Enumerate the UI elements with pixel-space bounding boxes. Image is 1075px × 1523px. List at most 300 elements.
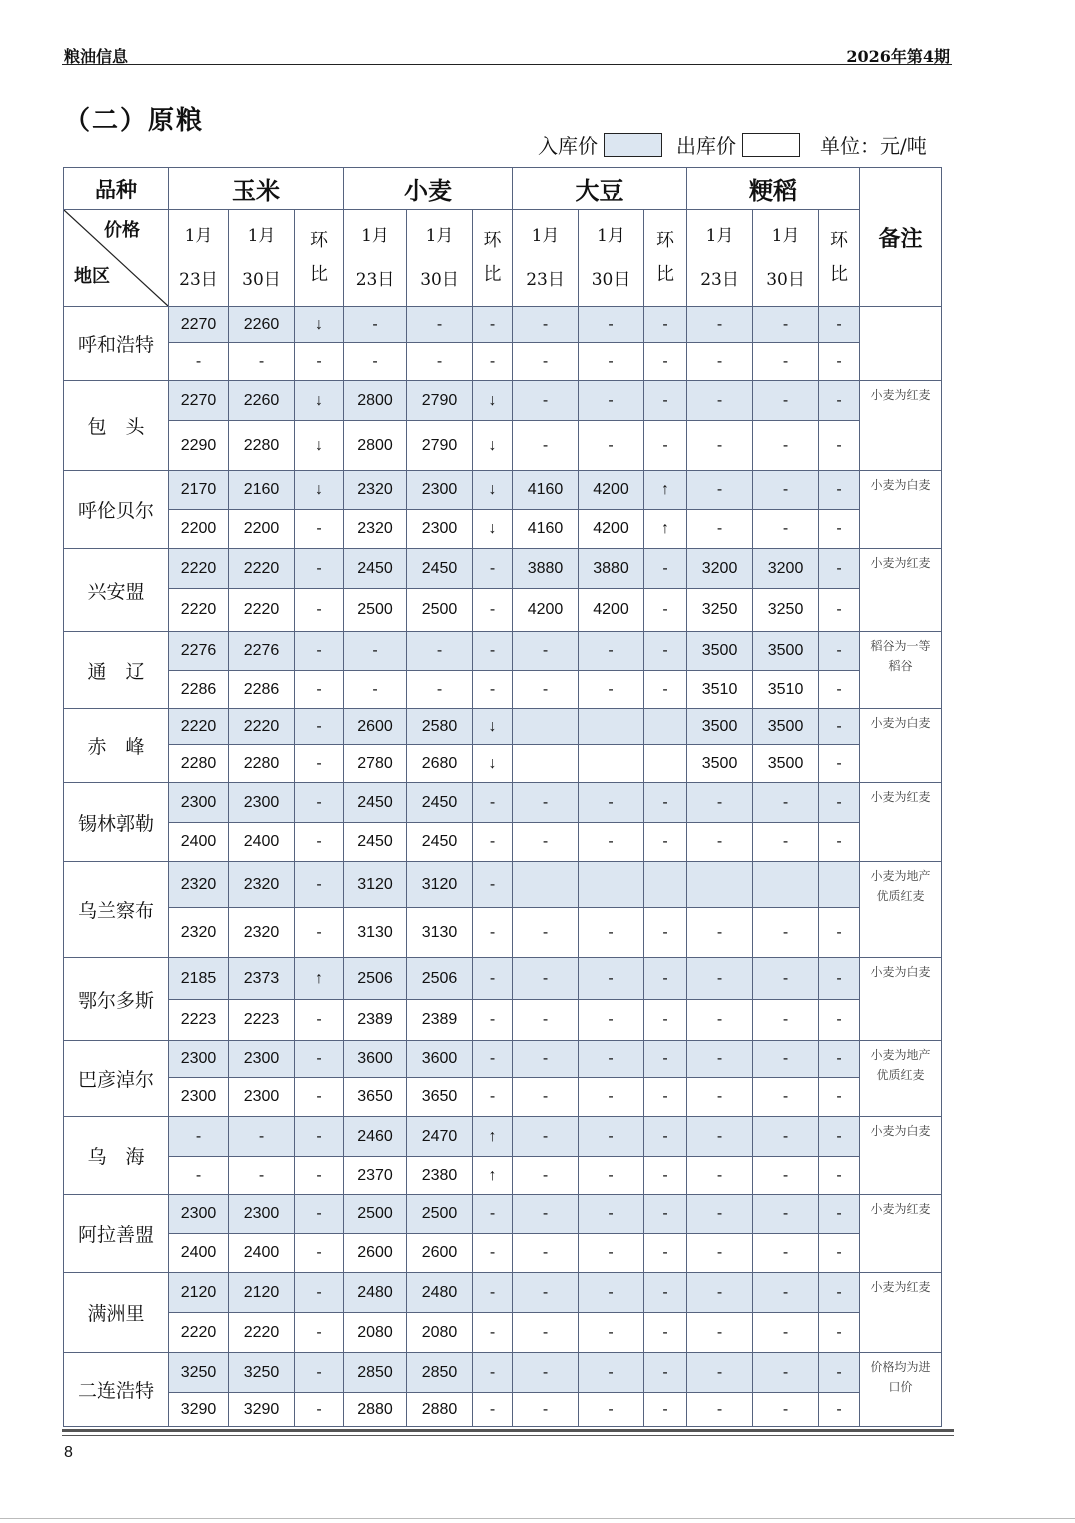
date-header-row (64, 210, 942, 307)
legend-in-label: 入库价 (538, 134, 598, 158)
price-cell: - (753, 1117, 819, 1157)
price-cell: - (687, 471, 753, 510)
change-cell: - (819, 908, 860, 958)
price-cell: - (687, 1117, 753, 1157)
price-cell: 2080 (407, 1313, 473, 1353)
change-cell: - (295, 1195, 344, 1234)
change-cell: - (819, 1000, 860, 1041)
table-row-out (64, 823, 942, 862)
price-cell: 2450 (407, 549, 473, 589)
change-cell: - (473, 1313, 513, 1353)
price-cell: - (753, 908, 819, 958)
price-cell: - (407, 671, 473, 709)
price-cell: - (513, 1195, 579, 1234)
date-month: 1月 (425, 226, 454, 246)
change-cell: - (473, 1353, 513, 1393)
price-cell: 2500 (407, 1195, 473, 1234)
change-cell: - (644, 1195, 687, 1234)
change-cell: - (819, 632, 860, 671)
change-header-char: 环 (483, 230, 502, 251)
date-header-date2 (753, 210, 819, 307)
region-name: 阿拉善盟 (64, 1195, 169, 1273)
page-edge-line (0, 1518, 1075, 1519)
price-cell: 2223 (169, 1000, 229, 1041)
change-cell: - (295, 1041, 344, 1078)
price-cell: - (753, 823, 819, 862)
date-month: 1月 (597, 226, 625, 246)
price-cell: 2290 (169, 421, 229, 471)
table-row-in (64, 307, 942, 343)
change-cell: - (644, 1273, 687, 1313)
change-cell: - (819, 421, 860, 471)
price-cell: - (687, 1273, 753, 1313)
note-cell: 小麦为红麦 (860, 1273, 942, 1353)
price-cell: - (513, 343, 579, 381)
footer-rule-thick (62, 1429, 954, 1432)
change-header-char: 环 (830, 230, 849, 251)
price-cell: 2160 (229, 471, 295, 510)
price-cell: - (579, 1234, 644, 1273)
price-cell: 2580 (407, 709, 473, 745)
date-header-date1 (169, 210, 229, 307)
price-cell: 3120 (407, 862, 473, 908)
price-cell: 2170 (169, 471, 229, 510)
price-cell: - (229, 1117, 295, 1157)
change-cell: - (295, 510, 344, 549)
change-cell: - (819, 1157, 860, 1195)
price-cell: 2450 (407, 783, 473, 823)
note-cell: 小麦为白麦 (860, 471, 942, 549)
price-cell: - (579, 1393, 644, 1427)
table-row-out (64, 421, 942, 471)
change-cell: - (644, 823, 687, 862)
change-cell: - (819, 1353, 860, 1393)
change-cell: - (819, 823, 860, 862)
price-cell: - (753, 1078, 819, 1117)
price-cell: 3600 (407, 1041, 473, 1078)
price-cell: - (579, 1313, 644, 1353)
note-cell: 小麦为红麦 (860, 549, 942, 632)
change-cell: - (819, 381, 860, 421)
price-cell: 3250 (687, 589, 753, 632)
price-cell: 2506 (407, 958, 473, 1000)
price-cell: 3880 (513, 549, 579, 589)
date-month: 1月 (184, 226, 213, 246)
price-cell: - (169, 1157, 229, 1195)
price-cell: - (687, 958, 753, 1000)
price-cell: 4200 (579, 510, 644, 549)
grain-soybean: 大豆 (513, 168, 687, 210)
change-cell: ↓ (295, 381, 344, 421)
table-row-in (64, 1273, 942, 1313)
legend-in-swatch (604, 133, 662, 157)
price-cell: - (513, 1078, 579, 1117)
price-label: 价格 (104, 220, 140, 241)
change-cell: - (644, 1117, 687, 1157)
variety-label: 品种 (64, 168, 169, 210)
price-cell: - (513, 1000, 579, 1041)
date-header-date2 (229, 210, 295, 307)
price-cell: 2280 (229, 421, 295, 471)
price-cell: 2450 (344, 549, 407, 589)
price-cell: 3250 (229, 1353, 295, 1393)
price-cell: 2276 (229, 632, 295, 671)
price-cell: 2220 (229, 709, 295, 745)
price-cell (753, 862, 819, 908)
price-cell: 2270 (169, 307, 229, 343)
price-cell: - (579, 783, 644, 823)
price-cell: - (579, 1078, 644, 1117)
price-cell: - (513, 1157, 579, 1195)
change-cell: - (644, 632, 687, 671)
change-header (473, 210, 513, 307)
change-header-char: 环 (656, 230, 675, 251)
price-cell: 2480 (344, 1273, 407, 1313)
price-cell: - (687, 1234, 753, 1273)
change-cell: - (295, 1157, 344, 1195)
change-cell: - (473, 1234, 513, 1273)
price-cell: 2320 (344, 471, 407, 510)
price-cell: 2400 (169, 823, 229, 862)
price-cell: 2470 (407, 1117, 473, 1157)
change-cell: - (644, 671, 687, 709)
change-cell: - (473, 1078, 513, 1117)
price-cell: 2450 (407, 823, 473, 862)
change-cell: - (473, 1041, 513, 1078)
price-cell: - (579, 1195, 644, 1234)
note-cell: 小麦为红麦 (860, 783, 942, 862)
price-cell: 2320 (344, 510, 407, 549)
price-cell: - (687, 343, 753, 381)
change-cell: - (644, 343, 687, 381)
price-cell: 3250 (169, 1353, 229, 1393)
price-cell: - (687, 1313, 753, 1353)
price-cell: - (687, 1353, 753, 1393)
publication-name: 粮油信息 (64, 47, 129, 66)
change-cell: ↓ (473, 381, 513, 421)
diagonal-header-cell (64, 210, 169, 307)
change-cell: - (644, 1078, 687, 1117)
price-cell: - (579, 307, 644, 343)
price-cell: - (753, 1313, 819, 1353)
price-cell: - (687, 381, 753, 421)
price-cell: 3600 (344, 1041, 407, 1078)
price-cell: 2300 (169, 1195, 229, 1234)
price-cell: 2220 (229, 549, 295, 589)
price-cell: 4200 (579, 471, 644, 510)
price-cell: 3500 (753, 745, 819, 783)
change-cell: - (644, 1353, 687, 1393)
price-cell: 2850 (344, 1353, 407, 1393)
change-cell: ↓ (473, 421, 513, 471)
price-cell: 2400 (229, 823, 295, 862)
change-cell: - (819, 709, 860, 745)
change-cell: - (644, 421, 687, 471)
change-cell: ↑ (644, 510, 687, 549)
price-cell: 2790 (407, 421, 473, 471)
change-header (819, 210, 860, 307)
price-cell: 3510 (687, 671, 753, 709)
price-cell: 2450 (344, 783, 407, 823)
price-cell: 2220 (169, 1313, 229, 1353)
region-name: 二连浩特 (64, 1353, 169, 1427)
price-cell: - (753, 307, 819, 343)
price-cell: 2120 (229, 1273, 295, 1313)
change-cell: ↑ (295, 958, 344, 1000)
price-cell: - (579, 1000, 644, 1041)
table-row-out (64, 343, 942, 381)
date-day: 30日 (766, 270, 805, 290)
change-cell: - (473, 549, 513, 589)
price-cell: - (579, 1117, 644, 1157)
change-cell: - (819, 1234, 860, 1273)
price-cell: 2790 (407, 381, 473, 421)
price-cell: - (169, 1117, 229, 1157)
note-cell: 小麦为白麦 (860, 1117, 942, 1195)
date-header-date1 (344, 210, 407, 307)
change-cell: - (644, 549, 687, 589)
region-name: 呼和浩特 (64, 307, 169, 381)
date-day: 30日 (420, 270, 459, 290)
table-row-in (64, 549, 942, 589)
price-cell: 2600 (407, 1234, 473, 1273)
change-cell: - (295, 709, 344, 745)
change-cell: - (644, 783, 687, 823)
price-cell: - (407, 307, 473, 343)
table-row-in (64, 471, 942, 510)
price-cell: - (407, 632, 473, 671)
section-title: （二）原粮 (64, 106, 205, 136)
change-cell: - (819, 783, 860, 823)
price-cell: - (579, 671, 644, 709)
price-cell: - (687, 1195, 753, 1234)
change-cell: - (295, 745, 344, 783)
change-cell (819, 862, 860, 908)
change-cell: ↓ (295, 471, 344, 510)
price-cell: - (753, 381, 819, 421)
region-name: 乌兰察布 (64, 862, 169, 958)
region-name: 赤 峰 (64, 709, 169, 783)
change-cell: - (644, 958, 687, 1000)
table-row-out (64, 1313, 942, 1353)
change-cell: - (473, 307, 513, 343)
price-cell: 2300 (229, 1195, 295, 1234)
price-cell: 3120 (344, 862, 407, 908)
change-cell: ↓ (473, 709, 513, 745)
price-cell: - (687, 908, 753, 958)
change-cell: ↑ (644, 471, 687, 510)
change-cell: ↑ (473, 1117, 513, 1157)
price-cell: - (753, 1273, 819, 1313)
price-cell: - (579, 1353, 644, 1393)
price-cell: - (753, 471, 819, 510)
page-number: 8 (64, 1444, 73, 1461)
price-cell: 2120 (169, 1273, 229, 1313)
change-header (644, 210, 687, 307)
price-cell (513, 709, 579, 745)
change-cell: - (295, 1000, 344, 1041)
change-cell: - (295, 1273, 344, 1313)
change-cell: - (644, 1313, 687, 1353)
price-cell: - (513, 307, 579, 343)
price-cell: 2880 (407, 1393, 473, 1427)
change-cell: - (819, 1195, 860, 1234)
table-row-out (64, 1078, 942, 1117)
change-cell: - (295, 1393, 344, 1427)
change-cell: - (819, 589, 860, 632)
legend-unit: 单位：元/吨 (820, 134, 927, 158)
price-cell: 2286 (229, 671, 295, 709)
price-cell: 2680 (407, 745, 473, 783)
price-cell: - (753, 1041, 819, 1078)
price-cell: 2200 (229, 510, 295, 549)
legend-out-label: 出库价 (676, 134, 736, 158)
change-header-char: 比 (830, 264, 849, 285)
region-label: 地区 (74, 266, 110, 287)
table-row-out (64, 1157, 942, 1195)
change-header (295, 210, 344, 307)
price-cell: 2270 (169, 381, 229, 421)
price-cell: - (753, 1234, 819, 1273)
table-row-in (64, 381, 942, 421)
price-cell: 2800 (344, 421, 407, 471)
price-cell: - (753, 1000, 819, 1041)
price-cell: - (344, 671, 407, 709)
grain-japonica-rice: 粳稻 (687, 168, 860, 210)
date-day: 30日 (591, 270, 631, 290)
price-cell: - (579, 343, 644, 381)
region-name: 通 辽 (64, 632, 169, 709)
change-cell: - (473, 1195, 513, 1234)
price-cell (579, 862, 644, 908)
price-cell: - (229, 1157, 295, 1195)
price-cell: - (169, 343, 229, 381)
change-cell: ↓ (473, 510, 513, 549)
price-cell: - (513, 823, 579, 862)
price-cell: 2506 (344, 958, 407, 1000)
price-cell: - (753, 783, 819, 823)
change-cell: - (644, 589, 687, 632)
price-cell: 3250 (753, 589, 819, 632)
price-cell: 3500 (687, 709, 753, 745)
change-cell: - (644, 908, 687, 958)
price-cell: 2300 (169, 1078, 229, 1117)
price-cell: 2460 (344, 1117, 407, 1157)
issue-label: 2026年第4期 (846, 47, 950, 66)
price-cell: 3880 (579, 549, 644, 589)
table-row-in (64, 709, 942, 745)
price-cell: - (687, 823, 753, 862)
table-row-out (64, 1393, 942, 1427)
price-cell: - (513, 671, 579, 709)
change-cell: - (473, 958, 513, 1000)
grain-wheat: 小麦 (344, 168, 513, 210)
change-cell: - (473, 908, 513, 958)
change-cell: - (295, 343, 344, 381)
price-cell: - (753, 421, 819, 471)
change-header-char: 比 (310, 264, 328, 285)
price-cell: 2480 (407, 1273, 473, 1313)
date-month: 1月 (247, 226, 276, 246)
price-cell: - (513, 908, 579, 958)
price-cell: 3130 (344, 908, 407, 958)
price-cell: - (579, 632, 644, 671)
price-cell: - (344, 632, 407, 671)
price-cell: 3200 (687, 549, 753, 589)
change-cell: - (819, 1078, 860, 1117)
price-cell: 2320 (229, 908, 295, 958)
grain-header-row (64, 168, 942, 210)
price-cell: - (513, 958, 579, 1000)
note-cell: 小麦为红麦 (860, 381, 942, 471)
date-header-date2 (579, 210, 644, 307)
change-cell: - (644, 381, 687, 421)
price-cell: - (687, 421, 753, 471)
region-name: 呼伦贝尔 (64, 471, 169, 549)
change-header-char: 比 (656, 264, 675, 285)
date-month: 1月 (531, 226, 560, 246)
change-cell: - (473, 632, 513, 671)
price-cell: 2320 (169, 862, 229, 908)
change-cell (644, 862, 687, 908)
price-cell: 2370 (344, 1157, 407, 1195)
change-cell: - (819, 1313, 860, 1353)
price-cell: - (579, 958, 644, 1000)
price-cell: - (753, 510, 819, 549)
note-cell (860, 307, 942, 381)
price-cell: 4160 (513, 471, 579, 510)
price-cell: 2389 (344, 1000, 407, 1041)
price-cell: - (753, 1353, 819, 1393)
change-cell: - (644, 1393, 687, 1427)
price-cell: 2300 (229, 783, 295, 823)
change-cell: - (819, 343, 860, 381)
change-cell: - (473, 783, 513, 823)
price-cell: - (753, 343, 819, 381)
table-row-in (64, 783, 942, 823)
price-cell: 2300 (229, 1078, 295, 1117)
price-cell: - (513, 381, 579, 421)
price-cell: - (579, 1273, 644, 1313)
change-header-char: 比 (483, 264, 502, 285)
price-cell (579, 745, 644, 783)
change-cell: - (295, 1353, 344, 1393)
price-cell: - (513, 1313, 579, 1353)
change-cell: - (473, 1273, 513, 1313)
price-cell: 3500 (753, 709, 819, 745)
grain-corn: 玉米 (169, 168, 344, 210)
price-cell: 2220 (229, 589, 295, 632)
note-cell: 稻谷为一等稻谷 (860, 632, 942, 709)
price-cell: 2780 (344, 745, 407, 783)
price-cell: - (513, 421, 579, 471)
change-cell: - (644, 1041, 687, 1078)
change-cell: - (644, 307, 687, 343)
table-row-out (64, 1000, 942, 1041)
price-cell: 2320 (229, 862, 295, 908)
change-cell: - (473, 589, 513, 632)
price-cell: - (687, 783, 753, 823)
date-header-date1 (513, 210, 579, 307)
price-cell: - (753, 1157, 819, 1195)
change-cell: - (644, 1234, 687, 1273)
price-cell: 2300 (169, 783, 229, 823)
change-cell: - (819, 1117, 860, 1157)
change-cell: - (473, 862, 513, 908)
change-cell: - (473, 343, 513, 381)
grain-price-table (63, 167, 942, 1427)
price-cell: 3510 (753, 671, 819, 709)
